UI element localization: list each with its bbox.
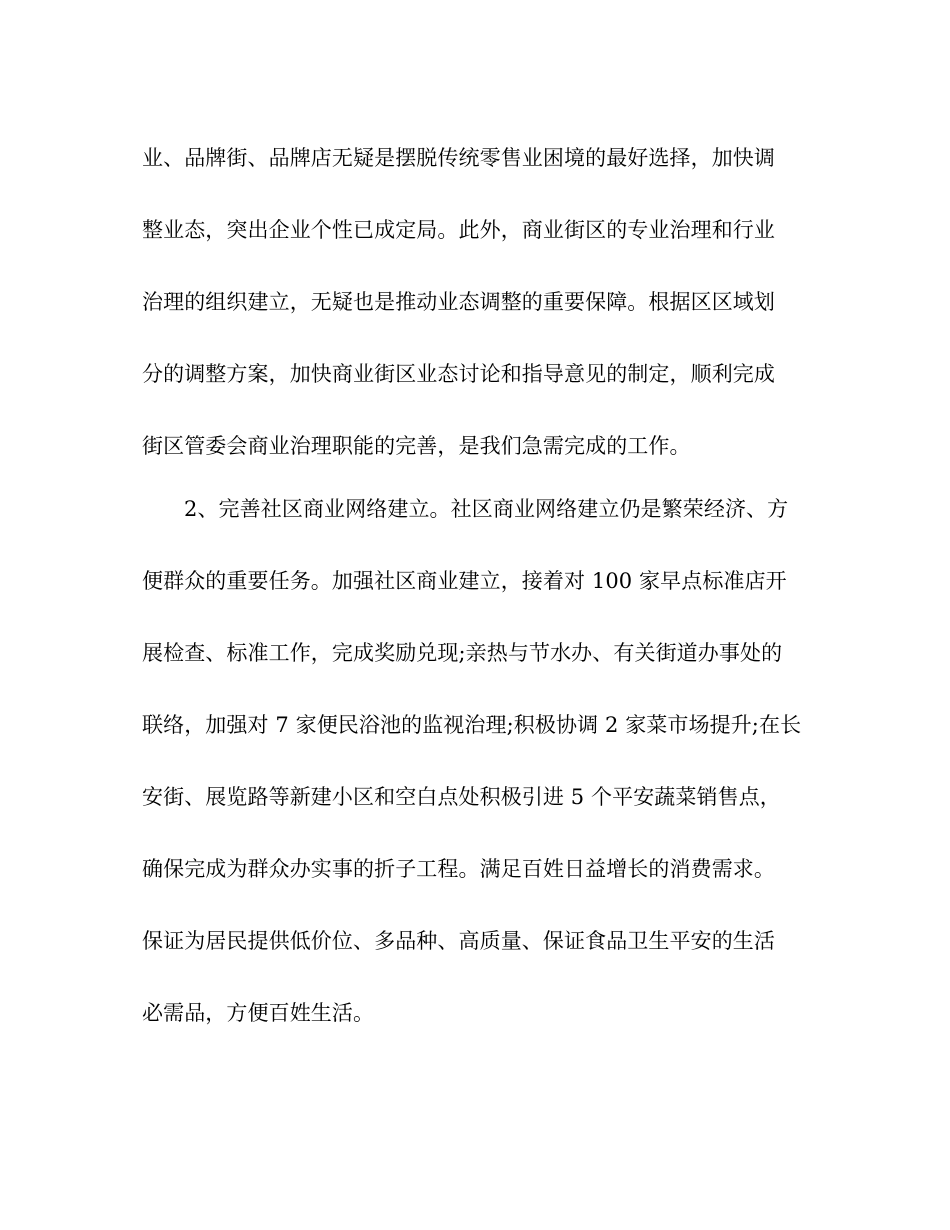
text-line: 治理的组织建立，无疑也是推动业态调整的重要保障。根据区区域划 <box>142 290 775 314</box>
paragraph-start-line: 2、完善社区商业网络建立。社区商业网络建立仍是繁荣经济、方 <box>184 497 789 521</box>
text-line: 保证为居民提供低价位、多品种、高质量、保证食品卫生平安的生活 <box>142 929 775 953</box>
text-line: 分的调整方案，加快商业街区业态讨论和指导意见的制定，顺利完成 <box>142 362 775 386</box>
text-line: 确保完成为群众办实事的折子工程。满足百姓日益增长的消费需求。 <box>142 857 775 881</box>
text-line: 街区管委会商业治理职能的完善，是我们急需完成的工作。 <box>142 434 691 458</box>
text-line: 安街、展览路等新建小区和空白点处积极引进 5 个平安蔬菜销售点， <box>142 785 781 809</box>
text-line: 展检查、标准工作，完成奖励兑现;亲热与节水办、有关街道办事处的 <box>142 641 783 665</box>
text-line: 便群众的重要任务。加强社区商业建立，接着对 100 家早点标准店开 <box>142 569 787 593</box>
text-line: 必需品，方便百姓生活。 <box>142 1001 375 1025</box>
text-line: 整业态，突出企业个性已成定局。此外，商业街区的专业治理和行业 <box>142 218 775 242</box>
text-line: 业、品牌街、品牌店无疑是摆脱传统零售业困境的最好选择，加快调 <box>142 146 775 170</box>
text-line: 联络，加强对 7 家便民浴池的监视治理;积极协调 2 家菜市场提升;在长 <box>142 713 802 737</box>
